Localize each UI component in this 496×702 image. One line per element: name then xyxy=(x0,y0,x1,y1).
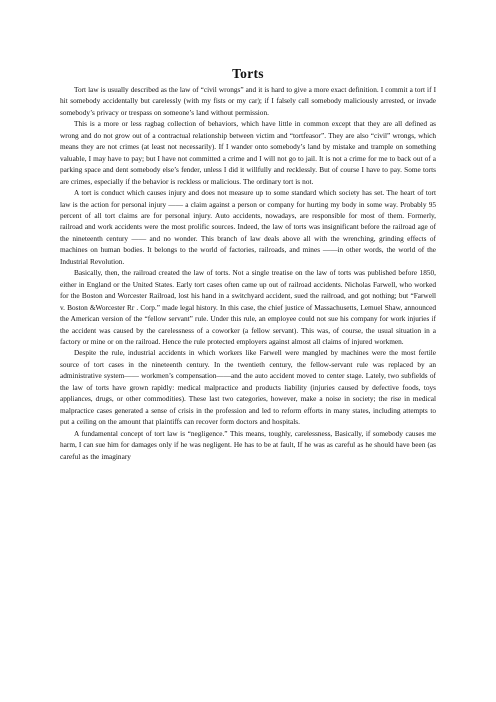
paragraph: This is a more or less ragbag collection of behaviors, which have little in common except that they are all defined as wrong and do not grow out of a contractual relationship between victim and “tortfeasor”. They are also “civil” wrongs, which means they are not crimes (at least not necessarily). If I wander onto somebody’s land by mistake and trample on something valuable, I may have to pay; but I have not committed a crime and I will not go to jail. It is not a crime for me to back out of a parking space and dent somebody else’s fender, unless I did it willfully and recklessly. But of course I have to pay. Some torts are crimes, especially if the behavior is reckless or malicious. The ordinary tort is not. xyxy=(60,119,436,186)
paragraph: A fundamental concept of tort law is “negligence.” This means, toughly, carelessness, Basically, if somebody causes me harm, I can sue him for damages only if he was negligent. He has to be at fault, If he was as careful as he should have been (as careful as the imaginary xyxy=(60,428,436,461)
document-title: Torts xyxy=(232,66,264,81)
document-body xyxy=(60,84,436,462)
paragraph: Basically, then, the railroad created the law of torts. Not a single treatise on the law of torts was published before 1850, either in England or the United States. Early tort cases often came up out of railroad accidents. Nicholas Farwell, who worked for the Boston and Worcester Railroad, lost his hand in a switchyard accident, sued the railroad, and got nothing; but “Farwell v. Boston &Worcester Rr . Corp.” made legal history. In this case, the chief justice of Massachusetts, Lemuel Shaw, announced the American version of the “fellow servant” rule. Under this rule, an employee could not sue his company for work injuries if the accident was caused by the carelessness of a coworker (a fellow servant). This was, of course, the usual situation in a factory or mine or on the railroad. Hence the rule protected employers against almost all claims of injured workmen. xyxy=(60,268,436,346)
paragraph: Despite the rule, industrial accidents in which workers like Farwell were mangled by machines were the most fertile source of tort cases in the nineteenth century. In the twentieth century, the fellow-servant rule was replaced by an administrative system—— workmen’s compensation——and the auto accident moved to center stage. Lately, two subfields of the law of torts have grown rapidly: medical malpractice and products liability (injuries caused by defective foods, toys appliances, drugs, or other commodities). These last two categories, however, make a noise in society; the rise in medical malpractice cases generated a sense of crisis in the profession and led to reform efforts in many states, including attempts to put a ceiling on the amount that plaintiffs can recover form doctors and hospitals. xyxy=(60,348,436,427)
paragraph: A tort is conduct which causes injury and does not measure up to some standard which society has set. The heart of tort law is the action for personal injury —— a claim against a person or company for hurting my body in some way. Probably 95 percent of all tort claims are for personal injury. Auto accidents, nowadays, are responsible for most of them. Formerly, railroad and work accidents were the most prolific sources. Indeed, the law of torts was insignificant before the railroad age of the nineteenth century —— and no wonder. This branch of law deals above all with the wrenching, grinding effects of machines on human bodies. It belongs to the world of factories, railroads, and mines ——in other words, the world of the Industrial Revolution. xyxy=(60,188,436,266)
paragraph: Tort law is usually described as the law of “civil wrongs” and it is hard to give a more exact definition. I commit a tort if I hit somebody accidentally but carelessly (with my fists or my car); if I falsely call somebody maliciously arrested, or invade somebody’s privacy or trespass on someone’s land without permission. xyxy=(60,85,436,117)
